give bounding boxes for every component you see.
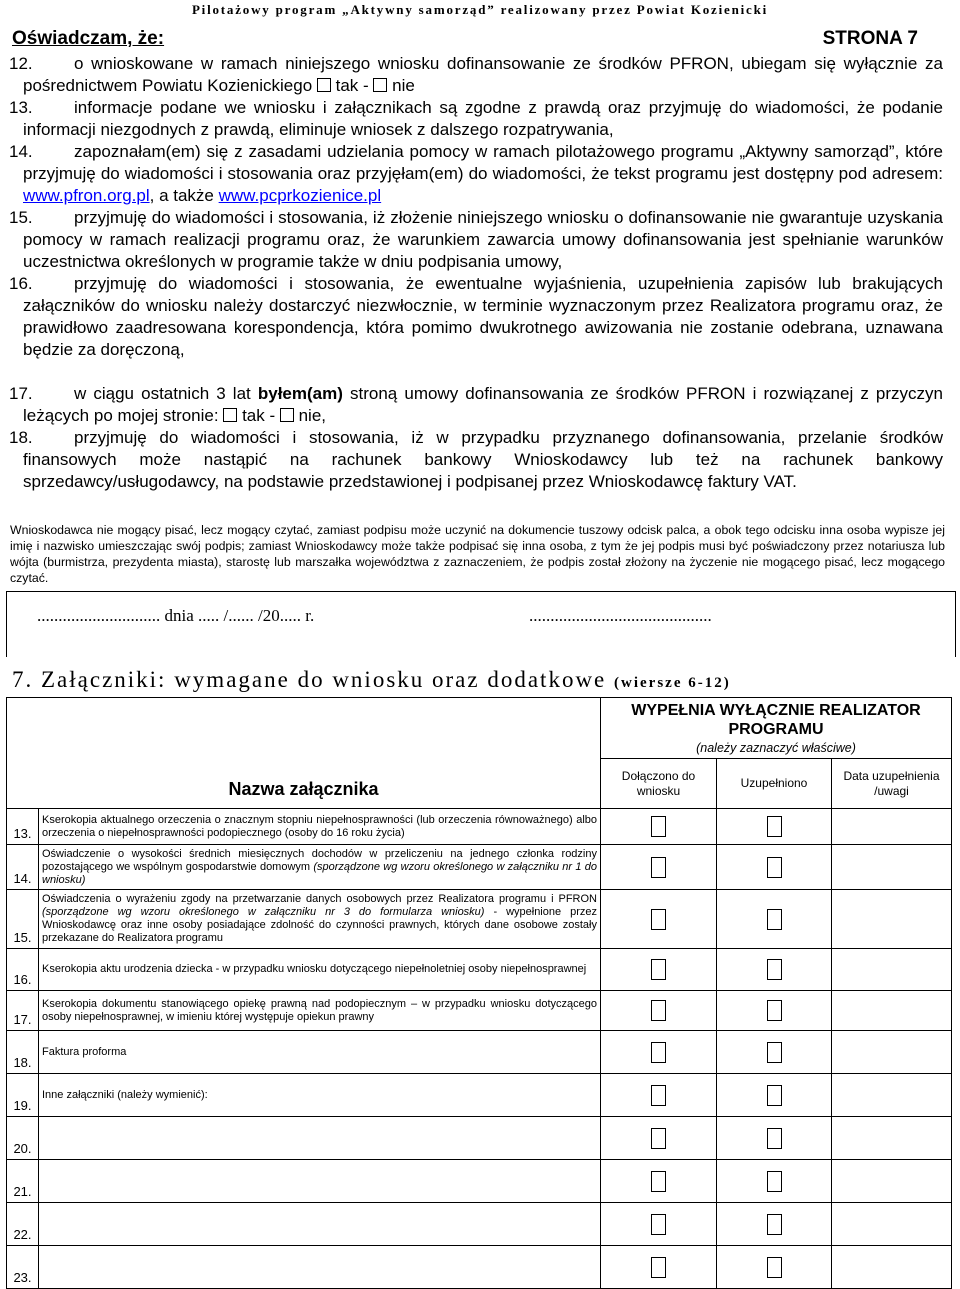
checkbox-attached[interactable]	[651, 1128, 666, 1149]
attached-cell[interactable]	[601, 809, 717, 845]
row-description: Inne załączniki (należy wymienić):	[39, 1074, 601, 1117]
date-cell[interactable]	[832, 809, 952, 845]
declaration-15	[9, 207, 943, 273]
checkbox-attached[interactable]	[651, 909, 666, 930]
row-description: Kserokopia aktu urodzenia dziecka - w przypadku wniosku dotyczącego niepełnoletniej osoby niepełnosprawnej	[39, 949, 601, 991]
page-label: STRONA 7	[822, 28, 918, 49]
table-header-row	[7, 698, 952, 759]
completed-cell[interactable]	[717, 1074, 832, 1117]
completed-cell[interactable]	[717, 809, 832, 845]
declaration-14	[9, 141, 943, 207]
table-row	[7, 809, 952, 845]
checkbox-completed[interactable]	[767, 1128, 782, 1149]
row-number: 19.	[7, 1074, 39, 1117]
declaration-16	[9, 273, 943, 361]
date-line[interactable]: ............................. dnia ..... /...... /20..... r.	[37, 606, 315, 625]
checkbox-attached[interactable]	[651, 1214, 666, 1235]
attached-cell[interactable]	[601, 1160, 717, 1203]
row-number: 14.	[7, 845, 39, 890]
checkbox-no[interactable]	[373, 78, 387, 92]
date-cell[interactable]	[832, 1074, 952, 1117]
declaration-text: w ciągu ostatnich 3 lat	[74, 384, 251, 403]
completed-cell[interactable]	[717, 1160, 832, 1203]
table-row	[7, 1160, 952, 1203]
declaration-text: przyjmuję do wiadomości i stosowania, iż w przypadku przyznanego dofinansowania, przelanie środków finansowych może nastąpić na rachunek bankowy Wnioskodawcy lub też na rachunek bankowy sprzedawcy/usługodawcy, na podstawie przedstawionej i podpisanej przez Wnioskodawcę faktury VAT.	[23, 428, 943, 491]
completed-cell[interactable]	[717, 890, 832, 949]
checkbox-attached[interactable]	[651, 857, 666, 878]
pfron-link[interactable]: www.pfron.org.pl	[23, 186, 150, 205]
table-row	[7, 1031, 952, 1074]
pcpr-link[interactable]: www.pcprkozienice.pl	[218, 186, 382, 205]
completed-cell[interactable]	[717, 845, 832, 890]
col-completed-header: Uzupełniono	[717, 759, 832, 809]
signature-line[interactable]: ...........................................	[529, 606, 712, 625]
row-description	[39, 845, 601, 890]
row-number: 18.	[7, 1031, 39, 1074]
completed-cell[interactable]	[717, 991, 832, 1031]
declaration-title: Oświadczam, że:	[12, 28, 165, 49]
attached-cell[interactable]	[601, 1031, 717, 1074]
checkbox-attached[interactable]	[651, 816, 666, 837]
completed-cell[interactable]	[717, 1246, 832, 1289]
option-no-label: nie	[392, 76, 415, 95]
date-cell[interactable]	[832, 1031, 952, 1074]
table-row	[7, 991, 952, 1031]
col-date-header: Data uzupełnienia /uwagi	[832, 759, 952, 809]
attachments-table	[6, 697, 952, 1289]
checkbox-yes[interactable]	[317, 78, 331, 92]
completed-cell[interactable]	[717, 1117, 832, 1160]
row-number: 22.	[7, 1203, 39, 1246]
completed-cell[interactable]	[717, 1031, 832, 1074]
row-description: Faktura proforma	[39, 1031, 601, 1074]
row-number: 17.	[7, 991, 39, 1031]
checkbox-yes[interactable]	[223, 408, 237, 422]
row-description	[39, 890, 601, 949]
checkbox-attached[interactable]	[651, 1000, 666, 1021]
declaration-17	[9, 383, 943, 427]
declaration-text: przyjmuję do wiadomości i stosowania, iż złożenie niniejszego wniosku o dofinansowanie nie gwarantuje uzyskania pomocy w ramach realizacji programu oraz, że warunkiem zawarcia umowy dofinansowania jest spełnianie warunków uczestnictwa określonych w programie także w dniu podpisania umowy,	[23, 208, 943, 271]
checkbox-completed[interactable]	[767, 959, 782, 980]
table-row	[7, 1246, 952, 1289]
checkbox-completed[interactable]	[767, 909, 782, 930]
col-group-note: (należy zaznaczyć właściwe)	[696, 741, 856, 755]
row-description: Kserokopia dokumentu stanowiącego opiekę prawną nad podopiecznym – w przypadku wniosku dotyczącego osoby niepełnosprawnej, w imieniu której występuje opiekun prawny	[39, 991, 601, 1031]
program-header: Pilotażowy program „Aktywny samorząd” realizowany przez Powiat Kozienicki	[191, 2, 769, 17]
declaration-number: 12.	[9, 54, 33, 73]
declaration-text: o wnioskowane w ramach niniejszego wniosku dofinansowanie ze środków PFRON, ubiegam się wyłącznie za pośrednictwem Powiatu Kozienickiego	[23, 54, 943, 95]
section-title	[12, 667, 731, 693]
declarations-list	[9, 53, 943, 493]
checkbox-completed[interactable]	[767, 1085, 782, 1106]
attached-cell[interactable]	[601, 890, 717, 949]
checkbox-completed[interactable]	[767, 1214, 782, 1235]
date-cell[interactable]	[832, 845, 952, 890]
row-description[interactable]	[39, 1246, 601, 1289]
completed-cell[interactable]	[717, 949, 832, 991]
section-title-text: 7. Załączniki: wymagane do wniosku oraz dodatkowe	[12, 667, 607, 692]
declaration-13	[9, 97, 943, 141]
row-description[interactable]	[39, 1160, 601, 1203]
signature-row	[6, 591, 956, 657]
declaration-number: 18.	[9, 428, 33, 447]
attached-cell[interactable]	[601, 1074, 717, 1117]
date-cell[interactable]	[832, 991, 952, 1031]
declaration-number: 13.	[9, 98, 33, 117]
row-number: 21.	[7, 1160, 39, 1203]
table-row	[7, 1203, 952, 1246]
row-number: 13.	[7, 809, 39, 845]
attached-cell[interactable]	[601, 845, 717, 890]
option-yes-label: tak -	[242, 406, 276, 425]
table-row	[7, 949, 952, 991]
row-description[interactable]	[39, 1117, 601, 1160]
col-attached-header: Dołączono do wniosku	[601, 759, 717, 809]
checkbox-attached[interactable]	[651, 1042, 666, 1063]
declaration-18	[9, 427, 943, 493]
row-description: Kserokopia aktualnego orzeczenia o znacznym stopniu niepełnosprawności (lub orzeczenia równoważnego) albo orzeczenia o niepełnosprawności podopiecznego (osoby do 16 roku życia)	[39, 809, 601, 845]
col-name-header: Nazwa załącznika	[7, 698, 601, 809]
checkbox-attached[interactable]	[651, 959, 666, 980]
attached-cell[interactable]	[601, 1246, 717, 1289]
declaration-number: 15.	[9, 208, 33, 227]
attached-cell[interactable]	[601, 1203, 717, 1246]
declaration-text: zapoznałam(em) się z zasadami udzielania pomocy w ramach pilotażowego programu „Aktywny samorząd”, które przyjmuję do wiadomości i stosowania oraz przyjęłam(em) do wiadomości, że tekst programu jest dostępny pod adresem:	[23, 142, 943, 183]
row-description-italic: (sporządzone wg wzoru określonego w załączniku nr 3 do formularza wniosku)	[42, 906, 485, 918]
date-cell[interactable]	[832, 1246, 952, 1289]
checkbox-completed[interactable]	[767, 816, 782, 837]
col-group-header	[601, 698, 952, 759]
checkbox-attached[interactable]	[651, 1085, 666, 1106]
row-description-text-b: - wypełnione przez Wnioskodawcę oraz inne osoby posiadające zdolność do czynności prawnych, których dane osobowe zostały przekazane do Realizatora programu	[42, 906, 597, 944]
completed-cell[interactable]	[717, 1203, 832, 1246]
declaration-text: informacje podane we wniosku i załącznikach są zgodne z prawdą oraz przyjmuję do wiadomości, że podanie informacji niezgodnych z prawdą, eliminuje wniosek z dalszego rozpatrywania,	[23, 98, 943, 139]
attached-cell[interactable]	[601, 991, 717, 1031]
checkbox-completed[interactable]	[767, 1000, 782, 1021]
declaration-heading	[12, 28, 918, 50]
attached-cell[interactable]	[601, 1117, 717, 1160]
date-cell[interactable]	[832, 1203, 952, 1246]
row-number: 16.	[7, 949, 39, 991]
checkbox-attached[interactable]	[651, 1257, 666, 1278]
date-cell[interactable]	[832, 1117, 952, 1160]
row-description-text: Oświadczenie o wysokości średnich miesięcznych dochodów w przeliczeniu na jednego członka rodziny pozostającego we wspólnym gospodarstwie domowym	[42, 847, 597, 873]
row-description-italic: (sporządzone wg wzoru określonego w załączniku nr 1 do wniosku)	[42, 860, 597, 886]
option-no-label: nie,	[298, 406, 327, 425]
row-description[interactable]	[39, 1203, 601, 1246]
option-yes-label: tak -	[335, 76, 369, 95]
checkbox-completed[interactable]	[767, 1171, 782, 1192]
checkbox-completed[interactable]	[767, 1042, 782, 1063]
table-row	[7, 1117, 952, 1160]
table-row	[7, 1074, 952, 1117]
date-cell[interactable]	[832, 890, 952, 949]
checkbox-completed[interactable]	[767, 857, 782, 878]
row-number: 20.	[7, 1117, 39, 1160]
section-subtitle: (wiersze 6-12)	[614, 675, 731, 691]
declaration-text-b: stroną umowy dofinansowania ze środków PFRON i rozwiązanej z przyczyn leżących po mojej stronie:	[23, 384, 943, 425]
row-number: 23.	[7, 1246, 39, 1289]
declaration-number: 14.	[9, 142, 33, 161]
col-group-title: WYPEŁNIA WYŁĄCZNIE REALIZATOR PROGRAMU	[631, 702, 921, 738]
declaration-bold-text: byłem(am)	[257, 384, 343, 403]
row-number: 15.	[7, 890, 39, 949]
date-cell[interactable]	[832, 1160, 952, 1203]
declaration-number: 16.	[9, 274, 33, 293]
table-row	[7, 890, 952, 949]
checkbox-attached[interactable]	[651, 1171, 666, 1192]
checkbox-no[interactable]	[280, 408, 294, 422]
row-description-text: Oświadczenia o wyrażeniu zgody na przetwarzanie danych osobowych przez Realizatora programu i PFRON	[42, 893, 597, 905]
checkbox-completed[interactable]	[767, 1257, 782, 1278]
signature-note: Wnioskodawca nie mogący pisać, lecz mogący czytać, zamiast podpisu może uczynić na dokumencie tuszowy odcisk palca, a obok tego odcisku inna osoba wypisze jej imię i nazwisko umieszczając swój podpis; zamiast Wnioskodawcy może także podpisać się inna osoba, z tym że jej podpis musi być poświadczony przez notariusza lub wójta (burmistrza, prezydenta miasta), starostę lub marszałka województwa z zaznaczeniem, że podpis został złożony na życzenie nie mogącego pisać, lecz mogącego czytać.	[10, 523, 945, 585]
table-row	[7, 845, 952, 890]
declaration-text-mid: , a także	[149, 186, 214, 205]
declaration-12	[9, 53, 943, 97]
declaration-number: 17.	[9, 384, 33, 403]
declaration-text: przyjmuję do wiadomości i stosowania, że ewentualne wyjaśnienia, uzupełnienia zapisów lub brakujących załączników do wniosku należy dostarczyć niezwłocznie, w terminie wyznaczonym przez Realizatora programu oraz, że prawidłowo zaadresowana korespondencja, która pomimo dwukrotnego awizowania nie zostanie odebrana, uznawana będzie za doręczoną,	[23, 274, 943, 359]
attached-cell[interactable]	[601, 949, 717, 991]
date-cell[interactable]	[832, 949, 952, 991]
